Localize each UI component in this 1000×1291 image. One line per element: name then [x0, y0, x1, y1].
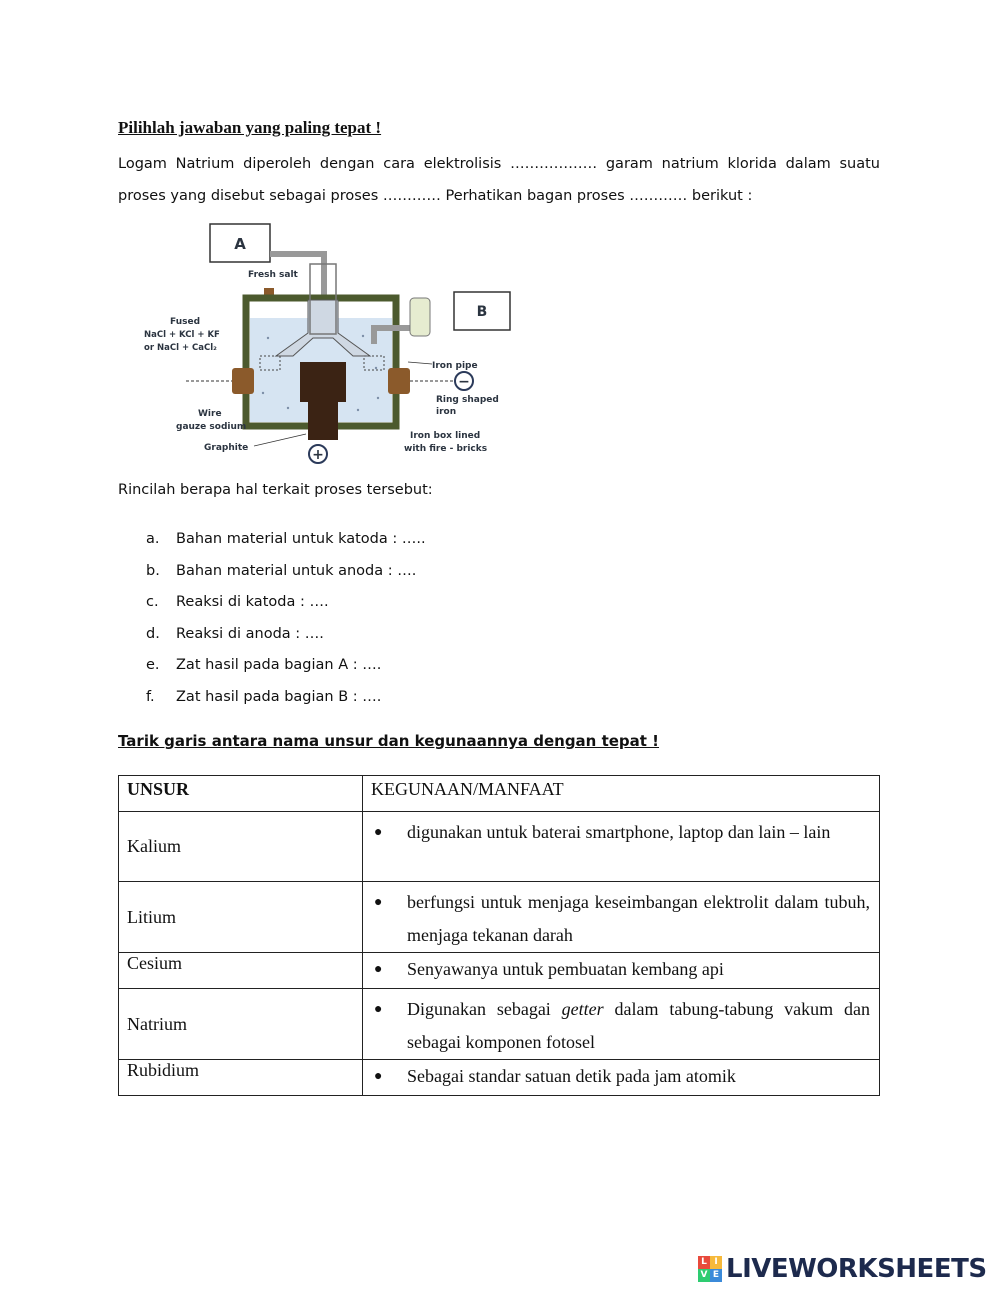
bullet-icon: ● [374, 895, 383, 910]
graphite-anode [300, 362, 346, 402]
left-electrode [232, 368, 254, 394]
bullet-icon: ● [374, 962, 383, 977]
logo-tile: L [698, 1256, 710, 1269]
logo-tile: V [698, 1269, 710, 1282]
unsur-cell[interactable]: Litium [119, 882, 363, 953]
box-lined-label-2: with fire - bricks [404, 444, 488, 454]
electrolysis-diagram [138, 218, 528, 468]
list-item: d. Reaksi di anoda : …. [146, 625, 324, 642]
graphite-stem [308, 402, 338, 440]
list-item: f. Zat hasil pada bagian B : …. [146, 688, 382, 705]
liveworksheets-logo[interactable] [698, 1253, 987, 1285]
bullet-icon: ● [374, 1069, 383, 1084]
graphite-label: Graphite [204, 443, 249, 453]
table-row[interactable] [119, 1060, 880, 1096]
unsur-cell[interactable]: Rubidium [119, 1060, 363, 1096]
table-header-row [119, 776, 880, 812]
table-row[interactable] [119, 953, 880, 989]
table-row[interactable] [119, 989, 880, 1060]
list-item: a. Bahan material untuk katoda : ….. [146, 531, 426, 547]
use-cell[interactable]: ● berfungsi untuk menjaga keseimbangan elektrolit dalam tubuh, menjaga tekanan darah [363, 882, 880, 953]
box-b-label: B [476, 304, 488, 320]
fused-label-1: Fused [170, 317, 201, 327]
match-table [118, 775, 880, 1096]
fused-label-3: or NaCl + CaCl₂ [144, 343, 217, 353]
right-electrode [388, 368, 410, 394]
question-list [146, 526, 426, 716]
fresh-salt-label: Fresh salt [248, 270, 298, 280]
use-cell[interactable]: ● digunakan untuk baterai smartphone, laptop dan lain – lain [363, 812, 880, 882]
header-unsur: UNSUR [119, 776, 363, 812]
list-item: c. Reaksi di katoda : …. [146, 594, 329, 611]
plus-sign: + [312, 447, 324, 463]
use-cell[interactable]: ● Sebagai standar satuan detik pada jam atomik [363, 1060, 880, 1096]
intro-paragraph: Logam Natrium diperoleh dengan cara elektrolisis ……………… garam natrium klorida dalam suatu proses yang disebut sebagai proses ………… Perhatikan bagan proses ………… berikut : [118, 156, 880, 204]
box-a-label: A [234, 235, 246, 253]
header-kegunaan: KEGUNAAN/MANFAAT [363, 776, 880, 812]
minus-sign: − [458, 374, 470, 390]
logo-tile: I [710, 1256, 722, 1269]
liveworksheets-icon [698, 1256, 722, 1282]
collector-vessel [410, 298, 430, 336]
ring-label-2: iron [436, 407, 457, 417]
use-cell[interactable]: ● Digunakan sebagai getter dalam tabung-tabung vakum dan sebagai komponen fotosel [363, 989, 880, 1060]
logo-tile: E [710, 1269, 722, 1282]
unsur-cell[interactable]: Cesium [119, 953, 363, 989]
unsur-cell[interactable]: Kalium [119, 812, 363, 882]
bullet-icon: ● [374, 825, 383, 840]
table-row[interactable] [119, 812, 880, 882]
table-row[interactable] [119, 882, 880, 953]
iron-pipe-label: Iron pipe [432, 361, 478, 371]
wire-label-2: gauze sodium [176, 422, 247, 432]
bullet-icon: ● [374, 1002, 383, 1017]
logo-text: LIVEWORKSHEETS [726, 1254, 987, 1284]
section-heading-match: Tarik garis antara nama unsur dan kegunaannya dengan tepat ! [118, 732, 660, 750]
section-heading-choose: Pilihlah jawaban yang paling tepat ! [118, 118, 382, 137]
list-item: b. Bahan material untuk anoda : …. [146, 562, 417, 579]
list-item: e. Zat hasil pada bagian A : …. [146, 657, 382, 674]
wire-label-1: Wire [198, 409, 222, 419]
unsur-cell[interactable]: Natrium [119, 989, 363, 1060]
fused-label-2: NaCl + KCl + KF [144, 330, 220, 340]
detail-intro: Rincilah berapa hal terkait proses tersebut: [118, 482, 433, 498]
ring-label-1: Ring shaped [436, 395, 499, 405]
use-cell[interactable]: ● Senyawanya untuk pembuatan kembang api [363, 953, 880, 989]
box-lined-label-1: Iron box lined [410, 431, 481, 441]
